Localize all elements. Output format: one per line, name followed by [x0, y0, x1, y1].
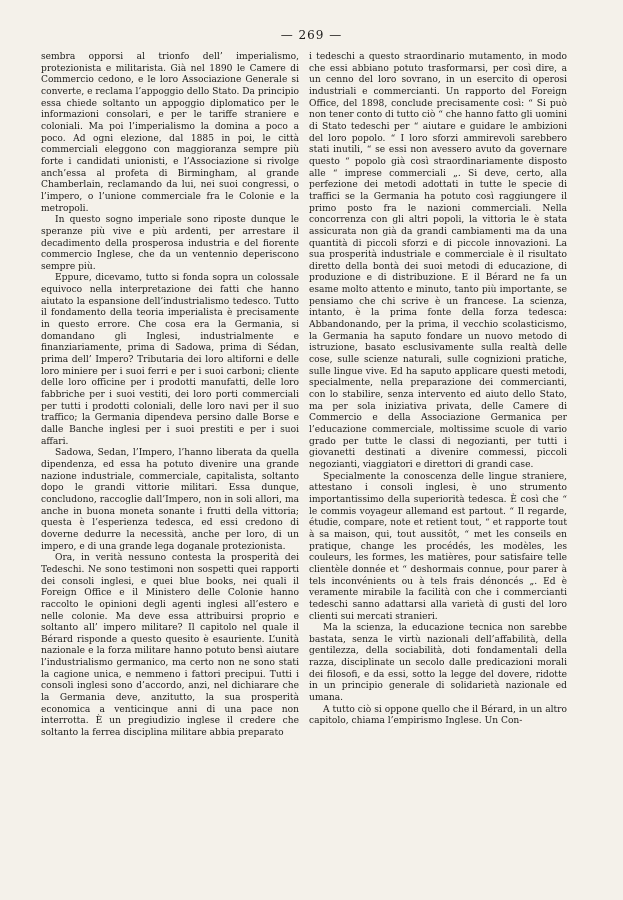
paragraph: In questo sogno imperiale sono riposte dunque le speranze più vive e più ardenti, per arrestare il decadimento della prosperosa industria e del fiorente commercio Inglese, che da un ventennio deperiscono sempre più. — [41, 215, 299, 272]
page-number: — 269 — — [280, 28, 343, 42]
paragraph: Ora, in verità nessuno contesta la prosperità dei Tedeschi. Ne sono testimoni non sospetti quei rapporti dei consoli inglesi, e quei blue books, nei quali il Foreign Office e il Ministero delle Colonie hanno raccolto le opinioni degli agenti inglesi all’estero e nelle colonie. Ma deve essa attribuirsi proprio e soltanto all’ impero militare? Il capitolo nel quale il Bérard risponde a questo quesito è esauriente. L’unità nazionale e la forza militare hanno potuto bensì aiutare l’industrialismo germanico, ma certo non ne sono stati la cagione unica, e nemmeno i fattori precipui. Tutti i consoli inglesi sono d’accordo, anzi, nel dichiarare che la Germania deve, anzitutto, la sua prosperità economica a venticinque anni di una pace non interrotta. È un pregiudizio inglese il credere che soltanto la ferrea disciplina militare abbia preparato — [41, 553, 299, 739]
paragraph: Ma la scienza, la educazione tecnica non sarebbe bastata, senza le virtù nazionali dell’affabilità, della gentilezza, della sociabilità, doti fondamentali della razza, disciplinate un secolo dalle predicazioni morali dei filosofi, e da essi, sotto la legge del dovere, ridotte in un principio generale di solidarietà nazionale ed umana. — [309, 623, 567, 704]
left-column — [41, 52, 299, 740]
paragraph: Eppure, dicevamo, tutto si fonda sopra un colossale equivoco nella interpretazione dei fatti che hanno aiutato la espansione dell’industrialismo tedesco. Tutto il fondamento della teoria imperialista è precisamente in questo errore. Che cosa era la Germania, si domandano gli Inglesi, industrialmente e finanziariamente, prima di Sadowa, prima di Sédan, prima dell’ Impero? Tributaria dei loro altiforni e delle loro miniere per i suoi ferri e per i suoi carboni; cliente delle loro officine per i prodotti manufatti, delle loro fabbriche per i suoi vestiti, dei loro porti commerciali per tutti i prodotti coloniali, delle loro navi per il suo traffico; la Germania dipendeva persino dalle Borse e dalle Banche inglesi per i suoi prestiti e per i suoi affari. — [41, 273, 299, 447]
paragraph: Sadowa, Sedan, l’Impero, l’hanno liberata da quella dipendenza, ed essa ha potuto divenire una grande nazione industriale, commerciale, capitalista, soltanto dopo le grandi vittorie militari. Essa dunque, concludono, raccoglie dall’Impero, non in soli allori, ma anche in buona moneta sonante i frutti della vittoria; questa è l’esperienza tedesca, ed essi credono di doverne dedurre la necessità, anche per loro, di un impero, e di una grande lega doganale protezionista. — [41, 448, 299, 552]
paragraph: Specialmente la conoscenza delle lingue straniere, attestano i consoli inglesi, è uno strumento importantissimo della superiorità tedesca. È così che “ le commis voyageur allemand est partout. “ Il regarde, étudie, compare, note et retient tout, “ et rapporte tout à sa maison, qui, tout aussitôt, “ met les conseils en pratique, change les procédés, les modèles, les couleurs, les formes, les matières, pour satisfaire telle clientèle donnée et “ deshormais connue, pour parer à tels inconvénients ou à tels frais dénoncés „. Ed è veramente mirabile la facilità con che i commercianti tedeschi sanno adattarsi alla varietà di gusti del loro clienti sui mercati stranieri. — [309, 471, 567, 622]
paragraph: A tutto ciò si oppone quello che il Bérard, in un altro capitolo, chiama l’empirismo Inglese. Un Con- — [309, 704, 567, 727]
right-column — [309, 52, 567, 728]
paragraph: i tedeschi a questo straordinario mutamento, in modo che essi abbiano potuto trasformarsi, per così dire, a un cenno del loro sovrano, in un esercito di operosi industriali e commercianti. Un rapporto del Foreign Office, del 1898, conclude precisamente così: “ Si può non tener conto di tutto ciò “ che hanno fatto gli uomini di Stato tedeschi per “ aiutare e guidare le ambizioni del loro popolo. “ I loro sforzi ammirevoli sarebbero stati inutili, “ se essi non avessero avuto da governare questo “ popolo già così straordinariamente disposto alle “ imprese commerciali „. Si deve, certo, alla perfezione dei metodi adottati in tutte le specie di traffici se la Germania ha potuto così raggiungere il primo posto fra le nazioni commerciali. Nella concorrenza con gli altri popoli, la vittoria le è stata assicurata non già da grandi cambiamenti ma da una quantità di piccoli sforzi e di piccole innovazioni. La sua prosperità industriale e commerciale è il risultato diretto della bontà dei suoi metodi di educazione, di produzione e di distribuzione. E il Bérard ne fa un esame molto attento e minuto, tanto più importante, se pensiamo che chi scrive è un francese. La scienza, intanto, è la prima fonte della forza tedesca: Abbandonando, per la prima, il vecchio scolasticismo, la Germania ha saputo fondare un nuovo metodo di istruzione, basato esclusivamente sulla realtà delle cose, sulle scienze naturali, sulle cognizioni pratiche, sulle lingue vive. Ed ha saputo applicare questi metodi, specialmente, nella preparazione dei commercianti, con lo stabilire, senza intervento ed aiuto dello Stato, ma per sola iniziativa privata, delle Camere di Commercio e della Associazione Germanica per l’educazione commerciale, moltissime scuole di vario grado per tutte le classi di negozianti, per tutti i giovanetti destinati a divenire commessi, piccoli negozianti, viaggiatori e direttori di grandi case. — [309, 52, 567, 470]
paragraph: sembra opporsi al trionfo dell’ imperialismo, protezionista e militarista. Già nel 1890 le Camere di Commercio cedono, e le loro Associazione Generale si converte, e reclama l’appoggio dello Stato. Da principio essa chiede soltanto un appoggio diplomatico per le informazioni consolari, e per le tariffe straniere e coloniali. Ma poi l’imperialismo la domina a poco a poco. Ad ogni elezione, dal 1885 in poi, le città commerciali eleggono con maggioranza sempre più forte i candidati unionisti, e l’Associazione si rivolge anch’essa al profeta di Birmingham, al grande Chamberlain, reclamando da lui, nei suoi congressi, o l’impero, o l’unione commerciale fra le Colonie e la metropoli. — [41, 52, 299, 214]
